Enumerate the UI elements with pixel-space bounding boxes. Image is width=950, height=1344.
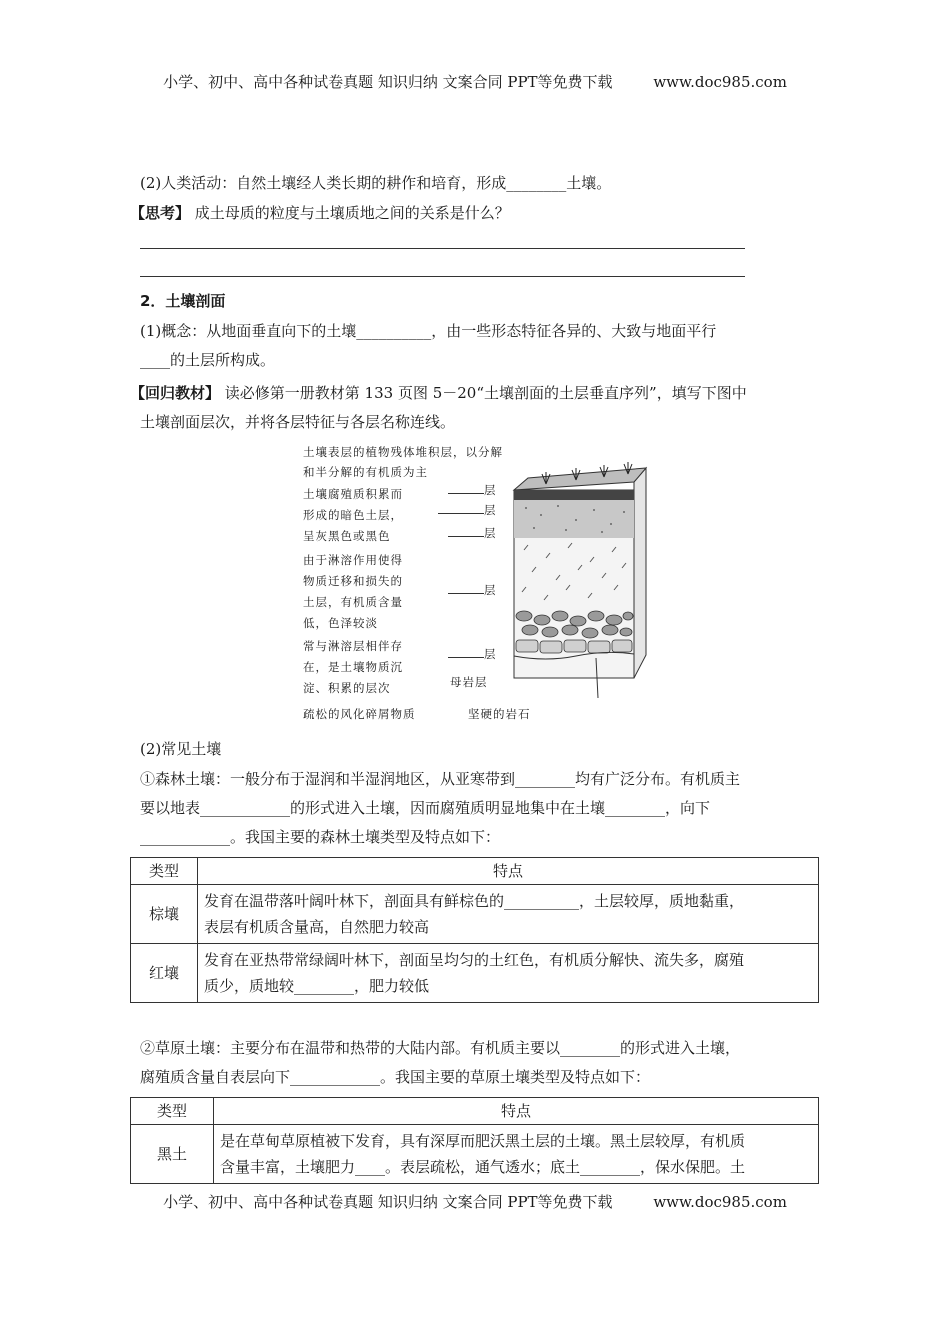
- soil-type: 棕壤: [131, 885, 198, 944]
- soil-features: [198, 885, 819, 944]
- layer-blank-label: 层: [484, 503, 497, 517]
- layer-blank: [448, 480, 497, 500]
- table-row: [131, 1125, 819, 1184]
- fig-desc-line: 物质迁移和损失的: [303, 574, 403, 588]
- layer-blank: [438, 500, 497, 520]
- human-activity-line: (2)人类活动：自然土壤经人类长期的耕作和培育，形成________土壤。: [140, 174, 612, 192]
- review-text: 读必修第一册教材第 133 页图 5－20“土壤剖面的土层垂直序列”，填写下图中: [220, 384, 747, 402]
- fig-desc-line: 淀、积累的层次: [303, 681, 391, 695]
- soil-type: 红壤: [131, 944, 198, 1003]
- footer-text: 小学、初中、高中各种试卷真题 知识归纳 文案合同 PPT等免费下载: [163, 1193, 613, 1211]
- fig-desc-line: 在，是土壤物质沉: [303, 660, 403, 674]
- table-row: [131, 944, 819, 1003]
- soil-type: 黑土: [131, 1125, 214, 1184]
- forest-soil-line-1: ①森林土壤：一般分布于湿润和半湿润地区，从亚寒带到________均有广泛分布。有机质主: [140, 770, 741, 788]
- header-type: 类型: [131, 858, 198, 885]
- fig-desc-line: 常与淋溶层相伴存: [303, 639, 403, 653]
- page-footer: [0, 1191, 950, 1212]
- layer-blank: [448, 644, 497, 664]
- think-text: 成土母质的粒度与土壤质地之间的关系是什么？: [190, 204, 510, 222]
- header-site: www.doc985.com: [653, 73, 787, 91]
- fig-desc-line: 土壤表层的植物残体堆积层，以分解: [303, 445, 503, 459]
- feature-line: 质少，质地较________，肥力较低: [204, 977, 430, 995]
- footer-site: www.doc985.com: [653, 1193, 787, 1211]
- header-features: 特点: [214, 1098, 819, 1125]
- forest-soil-table: [130, 857, 819, 1003]
- forest-soil-line-3: ____________。我国主要的森林土壤类型及特点如下：: [140, 828, 501, 846]
- review-label: 【回归教材】: [130, 384, 221, 402]
- fig-desc-line: 呈灰黑色或黑色: [303, 529, 391, 543]
- layer-blank-label: 层: [484, 483, 497, 497]
- think-label: 【思考】: [130, 204, 191, 222]
- layer-blank-label: 层: [484, 583, 497, 597]
- fig-bottom-right: 坚硬的岩石: [468, 707, 531, 721]
- feature-line: 含量丰富，土壤肥力____。表层疏松，通气透水；底土________，保水保肥。土: [220, 1158, 746, 1176]
- fig-desc-line: 形成的暗色土层，: [303, 508, 403, 522]
- feature-line: 是在草甸草原植被下发育，具有深厚而肥沃黑土层的土壤。黑土层较厚，有机质: [220, 1132, 746, 1150]
- soil-features: [198, 944, 819, 1003]
- fig-desc-line: 低，色泽较淡: [303, 616, 378, 630]
- answer-line: [140, 248, 745, 249]
- think-prompt: [130, 204, 510, 222]
- feature-line: 发育在亚热带常绿阔叶林下，剖面呈均匀的土红色，有机质分解快、流失多，腐殖: [204, 951, 745, 969]
- header-type: 类型: [131, 1098, 214, 1125]
- soil-profile-figure: [296, 440, 656, 725]
- header-features: 特点: [198, 858, 819, 885]
- table-row: [131, 885, 819, 944]
- review-line-1: [130, 384, 747, 402]
- grassland-soil-table: [130, 1097, 819, 1184]
- fig-desc-line: 和半分解的有机质为主: [303, 465, 428, 479]
- feature-line: 发育在温带落叶阔叶林下，剖面具有鲜棕色的__________，土层较厚，质地黏重，: [204, 892, 745, 910]
- fig-desc-line: 土层，有机质含量: [303, 595, 403, 609]
- soil-block-drawing: [506, 440, 656, 700]
- concept-line-2: ____的土层所构成。: [140, 351, 276, 369]
- feature-line: 表层有机质含量高，自然肥力较高: [204, 918, 430, 936]
- forest-soil-line-2: 要以地表____________的形式进入土壤，因而腐殖质明显地集中在土壤________，向下: [140, 799, 711, 817]
- answer-line: [140, 276, 745, 277]
- layer-blank: [448, 580, 497, 600]
- fig-bottom-left: 疏松的风化碎屑物质: [303, 707, 416, 721]
- layer-blank-label: 层: [484, 526, 497, 540]
- page-header: [0, 71, 950, 92]
- fig-desc-line: 由于淋溶作用使得: [303, 553, 403, 567]
- concept-line-1: (1)概念：从地面垂直向下的土壤__________，由一些形态特征各异的、大致与地面平行: [140, 322, 717, 340]
- common-soils-title: (2)常见土壤: [140, 740, 222, 758]
- parent-rock-label: 母岩层: [450, 675, 488, 689]
- fig-desc-line: 土壤腐殖质积累而: [303, 487, 403, 501]
- section-title: 2．土壤剖面: [140, 292, 226, 310]
- grass-soil-line-2: 腐殖质含量自表层向下____________。我国主要的草原土壤类型及特点如下：: [140, 1068, 651, 1086]
- table-header-row: [131, 1098, 819, 1125]
- layer-blank: [448, 523, 497, 543]
- layer-blank-label: 层: [484, 647, 497, 661]
- table-header-row: [131, 858, 819, 885]
- review-line-2: 土壤剖面层次，并将各层特征与各层名称连线。: [140, 413, 456, 431]
- soil-features: [214, 1125, 819, 1184]
- grass-soil-line-1: ②草原土壤：主要分布在温带和热带的大陆内部。有机质主要以________的形式进入土壤，: [140, 1039, 741, 1057]
- header-text: 小学、初中、高中各种试卷真题 知识归纳 文案合同 PPT等免费下载: [163, 73, 613, 91]
